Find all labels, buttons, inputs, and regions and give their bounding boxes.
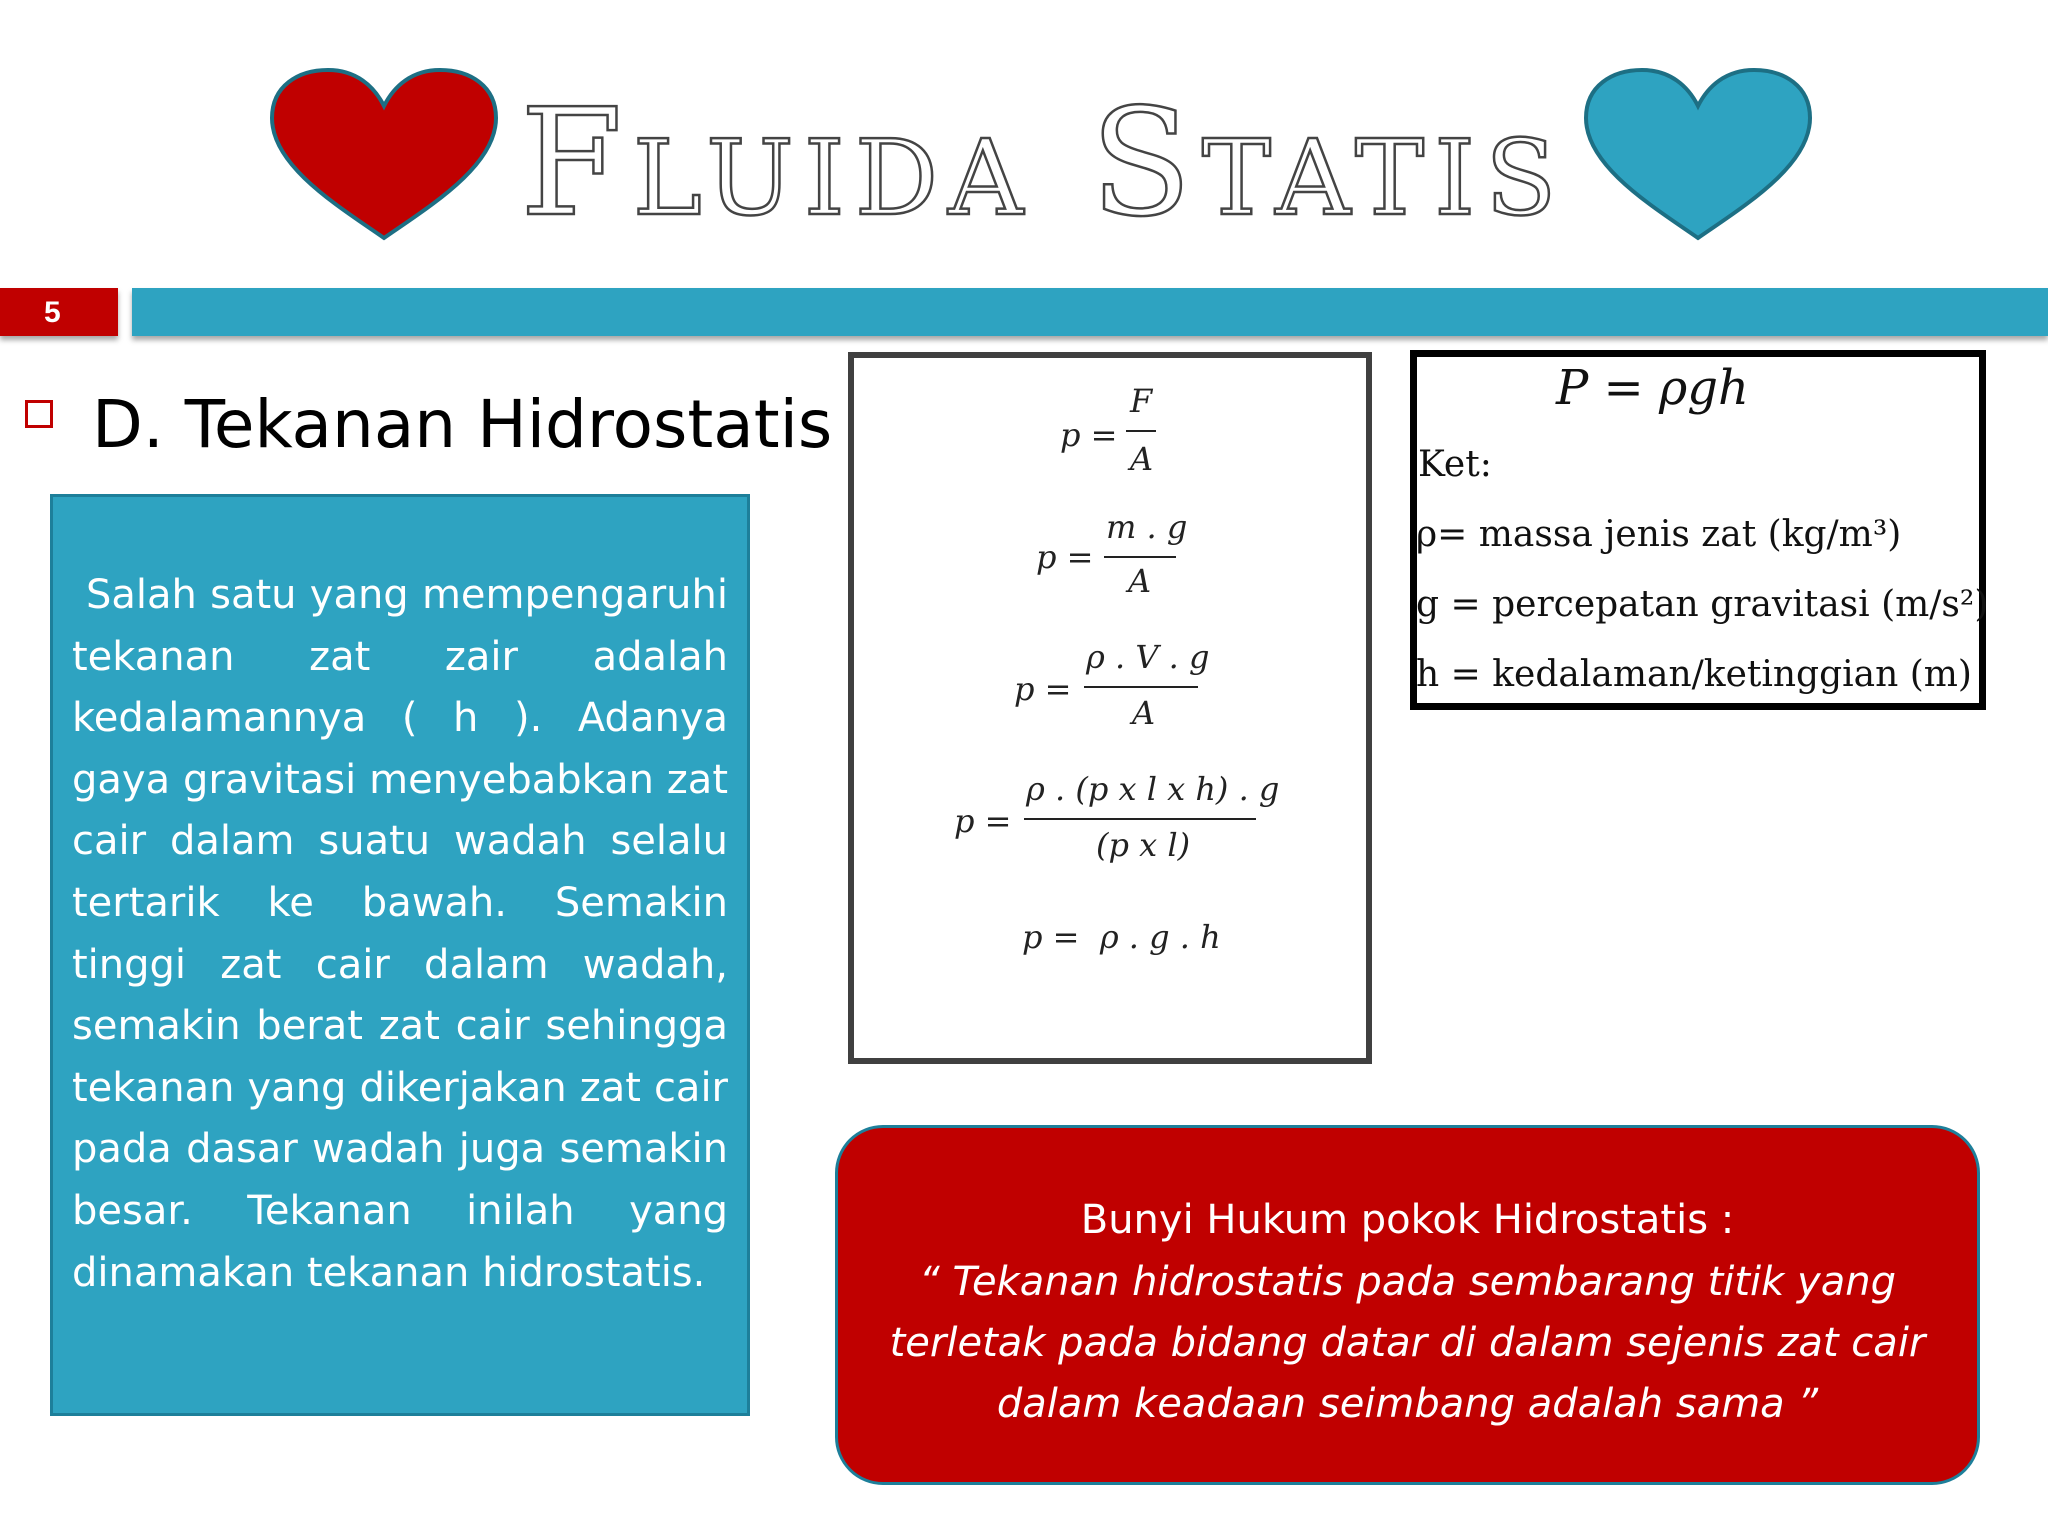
- formula-3-denominator: A: [1132, 694, 1156, 732]
- formula-4-lhs: p =: [954, 802, 1012, 840]
- law-line-3: dalam keadaan seimbang adalah sama ”: [996, 1381, 1819, 1427]
- bullet-square-icon: [25, 400, 53, 428]
- formula-1-denominator: A: [1130, 440, 1154, 478]
- ket-rho: ρ= massa jenis zat (kg/m³): [1416, 514, 1902, 555]
- law-line-1: “ Tekanan hidrostatis pada sembarang titik yang: [919, 1259, 1896, 1305]
- ket-h: h = kedalaman/ketinggian (m): [1416, 654, 1972, 695]
- formula-5: p = ρ . g . h: [1022, 918, 1221, 956]
- formula-4-denominator: (p x l): [1096, 826, 1191, 864]
- slide-number: 5: [44, 296, 61, 329]
- formula-4-fraction-line: [1024, 818, 1256, 820]
- slide-title: Fluida Statis: [520, 77, 1567, 249]
- hydrostatic-equation: P = ρgh: [1556, 360, 1749, 416]
- formula-2-denominator: A: [1128, 562, 1152, 600]
- section-heading: D. Tekanan Hidrostatis: [92, 386, 833, 463]
- blue-heart-icon: [1582, 66, 1814, 242]
- ket-label: Ket:: [1418, 444, 1492, 485]
- red-heart-icon: [268, 66, 500, 242]
- formula-2-fraction-line: [1104, 556, 1176, 558]
- explanation-text: Salah satu yang mempengaruhi tekanan zat zair adalah kedalamannya ( h ). Adanya gaya gravitasi menyebabkan zat cair dalam suatu wadah selalu tertarik ke bawah. Semakin tinggi zat cair dalam wadah, semakin berat zat cair sehingga tekanan yang dikerjakan zat cair pada dasar wadah juga semakin besar. Tekanan inilah yang dinamakan tekanan hidrostatis.: [72, 572, 728, 1296]
- formula-2-numerator: m . g: [1106, 508, 1188, 546]
- header-bar: [132, 288, 2048, 336]
- formula-1-lhs: p =: [1060, 416, 1118, 454]
- formula-4-numerator: ρ . (p x l x h) . g: [1026, 770, 1280, 808]
- law-line-2: terletak pada bidang datar di dalam sejenis zat cair: [889, 1320, 1926, 1366]
- ket-g: g = percepatan gravitasi (m/s²): [1416, 584, 1989, 625]
- formula-box: [848, 352, 1372, 1064]
- formula-3-numerator: ρ . V . g: [1086, 638, 1210, 676]
- formula-3-lhs: p =: [1014, 670, 1072, 708]
- formula-1-numerator: F: [1130, 382, 1153, 420]
- formula-1-fraction-line: [1126, 430, 1156, 432]
- formula-3-fraction-line: [1084, 686, 1198, 688]
- formula-2-lhs: p =: [1036, 538, 1094, 576]
- law-title: Bunyi Hukum pokok Hidrostatis :: [1080, 1197, 1735, 1243]
